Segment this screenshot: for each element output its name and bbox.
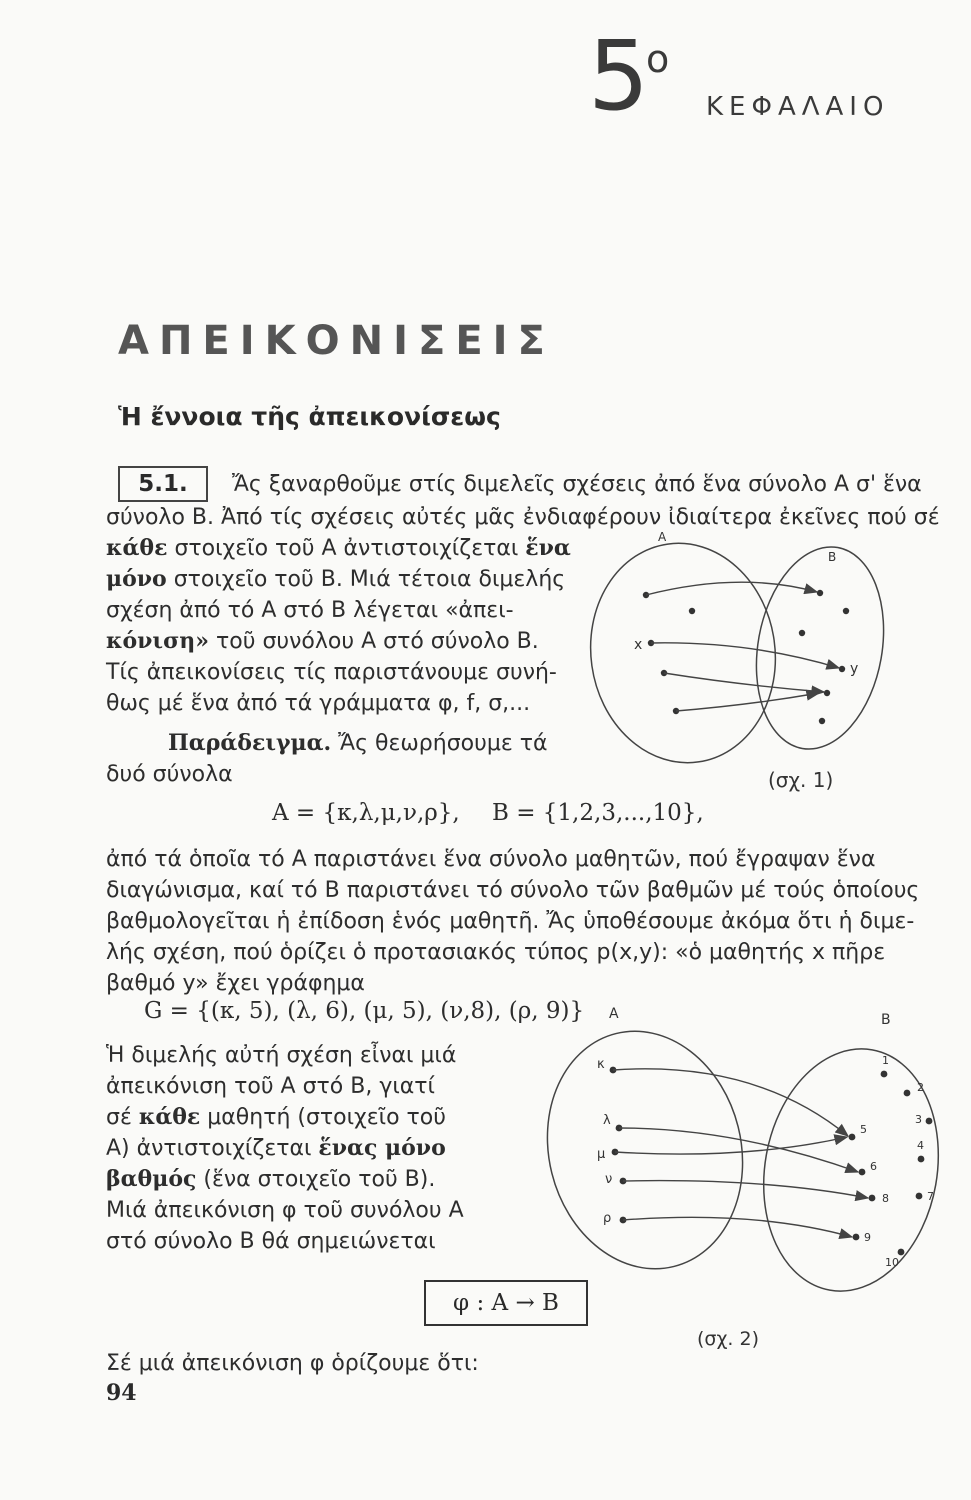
fig2-right-point xyxy=(926,1118,933,1125)
body-line-1: ἀπό τά ὁποῖα τό Α παριστάνει ἕνα σύνολο μαθητῶν, πού ἔγραψαν ἕνα xyxy=(106,847,876,872)
fig2-right-label: 6 xyxy=(870,1160,877,1173)
fig2-right-label: 3 xyxy=(915,1113,922,1126)
chapter-number: 5 xyxy=(588,20,650,132)
fig1-label-x: x xyxy=(634,637,643,653)
set-A-formula: Α = {κ,λ,μ,ν,ρ}, xyxy=(272,800,460,826)
graph-formula: G = {(κ, 5), (λ, 6), (μ, 5), (ν,8), (ρ, 9)} xyxy=(144,998,585,1024)
fig2-right-label: 4 xyxy=(917,1139,924,1152)
fig1-caption: (σχ. 1) xyxy=(768,768,834,792)
intro-line-2: σύνολο Β. Ἀπό τίς σχέσεις αὐτές μᾶς ἐνδιαφέρουν ἰδιαίτερα ἐκεῖνες πού σέ xyxy=(106,505,940,530)
fig2-set-B-ellipse xyxy=(745,1035,955,1305)
fig2-left-label: ρ xyxy=(603,1211,612,1226)
fig2-right-label: 5 xyxy=(860,1123,867,1136)
fig2-right-label: 8 xyxy=(882,1192,889,1205)
intro-line-6: κόνιση» τοῦ συνόλου Α στό σύνολο Β. xyxy=(106,628,539,654)
set-B-formula: Β = {1,2,3,...,10}, xyxy=(492,800,704,826)
fig2-right-point xyxy=(918,1156,925,1163)
body-line-2: διαγώνισμα, καί τό Β παριστάνει τό σύνολο τῶν βαθμῶν μέ τούς ὁποίους xyxy=(106,878,920,903)
section-number-box: 5.1. xyxy=(118,466,208,502)
chapter-number-superscript: ο xyxy=(646,37,670,81)
fig1-set-B-ellipse xyxy=(741,537,899,759)
chapter-title: ΑΠΕΙΚΟΝΙΣΕΙΣ xyxy=(118,318,555,364)
fig2-label-B: B xyxy=(881,1012,891,1028)
mapping-notation-box: φ : Α → Β xyxy=(424,1280,588,1326)
left-line-7: στό σύνολο Β θά σημειώνεται xyxy=(106,1229,436,1254)
left-line-1: Ἡ διμελής αὐτή σχέση εἶναι μιά xyxy=(106,1043,457,1068)
figure-2-diagram xyxy=(535,1000,955,1370)
fig2-right-point xyxy=(898,1249,905,1256)
body-line-3: βαθμολογεῖται ἡ ἐπίδοση ἑνός μαθητῆ. Ἄς ὑποθέσουμε ἀκόμα ὅτι ἡ διμε- xyxy=(106,909,915,934)
chapter-word: ΚΕΦΑΛΑΙΟ xyxy=(706,92,890,122)
section-subtitle: Ἡ ἔννοια τῆς ἀπεικονίσεως xyxy=(118,402,501,431)
intro-line-10: δυό σύνολα xyxy=(106,762,233,787)
left-line-6: Μιά ἀπεικόνιση φ τοῦ συνόλου Α xyxy=(106,1198,464,1223)
intro-line-9: Παράδειγμα. Ἄς θεωρήσουμε τά xyxy=(168,730,548,756)
figure-1-diagram xyxy=(570,525,900,805)
fig1-label-A: A xyxy=(658,530,667,544)
fig2-caption: (σχ. 2) xyxy=(697,1328,760,1350)
fig2-right-label: 10 xyxy=(885,1256,899,1269)
fig2-right-point xyxy=(881,1071,888,1078)
fig2-left-label: μ xyxy=(597,1147,606,1162)
intro-line-5: σχέση ἀπό τό Α στό Β λέγεται «ἀπει- xyxy=(106,598,514,623)
fig2-label-A: A xyxy=(609,1006,619,1022)
left-line-2: ἀπεικόνιση τοῦ Α στό Β, γιατί xyxy=(106,1074,435,1099)
last-line: Σέ μιά ἀπεικόνιση φ ὁρίζουμε ὅτι: xyxy=(106,1351,479,1376)
fig2-right-label: 2 xyxy=(917,1081,924,1094)
left-line-5: βαθμός (ἕνα στοιχεῖο τοῦ Β). xyxy=(106,1166,436,1192)
fig2-right-point xyxy=(869,1195,876,1202)
intro-line-1: Ἄς ξαναρθοῦμε στίς διμελεῖς σχέσεις ἀπό ἕνα σύνολο Α σ' ἕνα xyxy=(232,472,922,497)
page-number: 94 xyxy=(106,1380,137,1406)
fig2-right-label: 9 xyxy=(864,1231,871,1244)
fig2-left-label: λ xyxy=(603,1113,611,1128)
fig2-right-point xyxy=(859,1169,866,1176)
fig2-right-point xyxy=(916,1193,923,1200)
fig2-right-point xyxy=(853,1234,860,1241)
fig1-label-y: y xyxy=(850,661,859,677)
fig2-left-label: κ xyxy=(597,1057,605,1072)
fig2-right-point xyxy=(849,1134,856,1141)
fig2-set-A-ellipse xyxy=(535,1010,767,1289)
fig1-label-B: B xyxy=(828,550,837,564)
intro-line-3: κάθε στοιχεῖο τοῦ Α ἀντιστοιχίζεται ἕνα xyxy=(106,535,571,561)
left-line-4: Α) ἀντιστοιχίζεται ἕνας μόνο xyxy=(106,1135,446,1161)
fig2-right-label: 7 xyxy=(927,1190,934,1203)
intro-line-7: Τίς ἀπεικονίσεις τίς παριστάνουμε συνή- xyxy=(106,660,557,685)
intro-line-8: θως μέ ἕνα ἀπό τά γράμματα φ, f, σ,... xyxy=(106,691,531,716)
fig2-right-label: 1 xyxy=(882,1054,889,1067)
fig2-left-label: ν xyxy=(605,1172,613,1187)
left-line-3: σέ κάθε μαθητή (στοιχεῖο τοῦ xyxy=(106,1104,446,1130)
body-line-5: βαθμό y» ἔχει γράφημα xyxy=(106,971,365,996)
fig2-right-point xyxy=(904,1090,911,1097)
intro-line-4: μόνο στοιχεῖο τοῦ Β. Μιά τέτοια διμελής xyxy=(106,566,566,592)
body-line-4: λής σχέση, πού ὁρίζει ὁ προτασιακός τύπος p(x,y): «ὁ μαθητής x πῆρε xyxy=(106,940,886,965)
